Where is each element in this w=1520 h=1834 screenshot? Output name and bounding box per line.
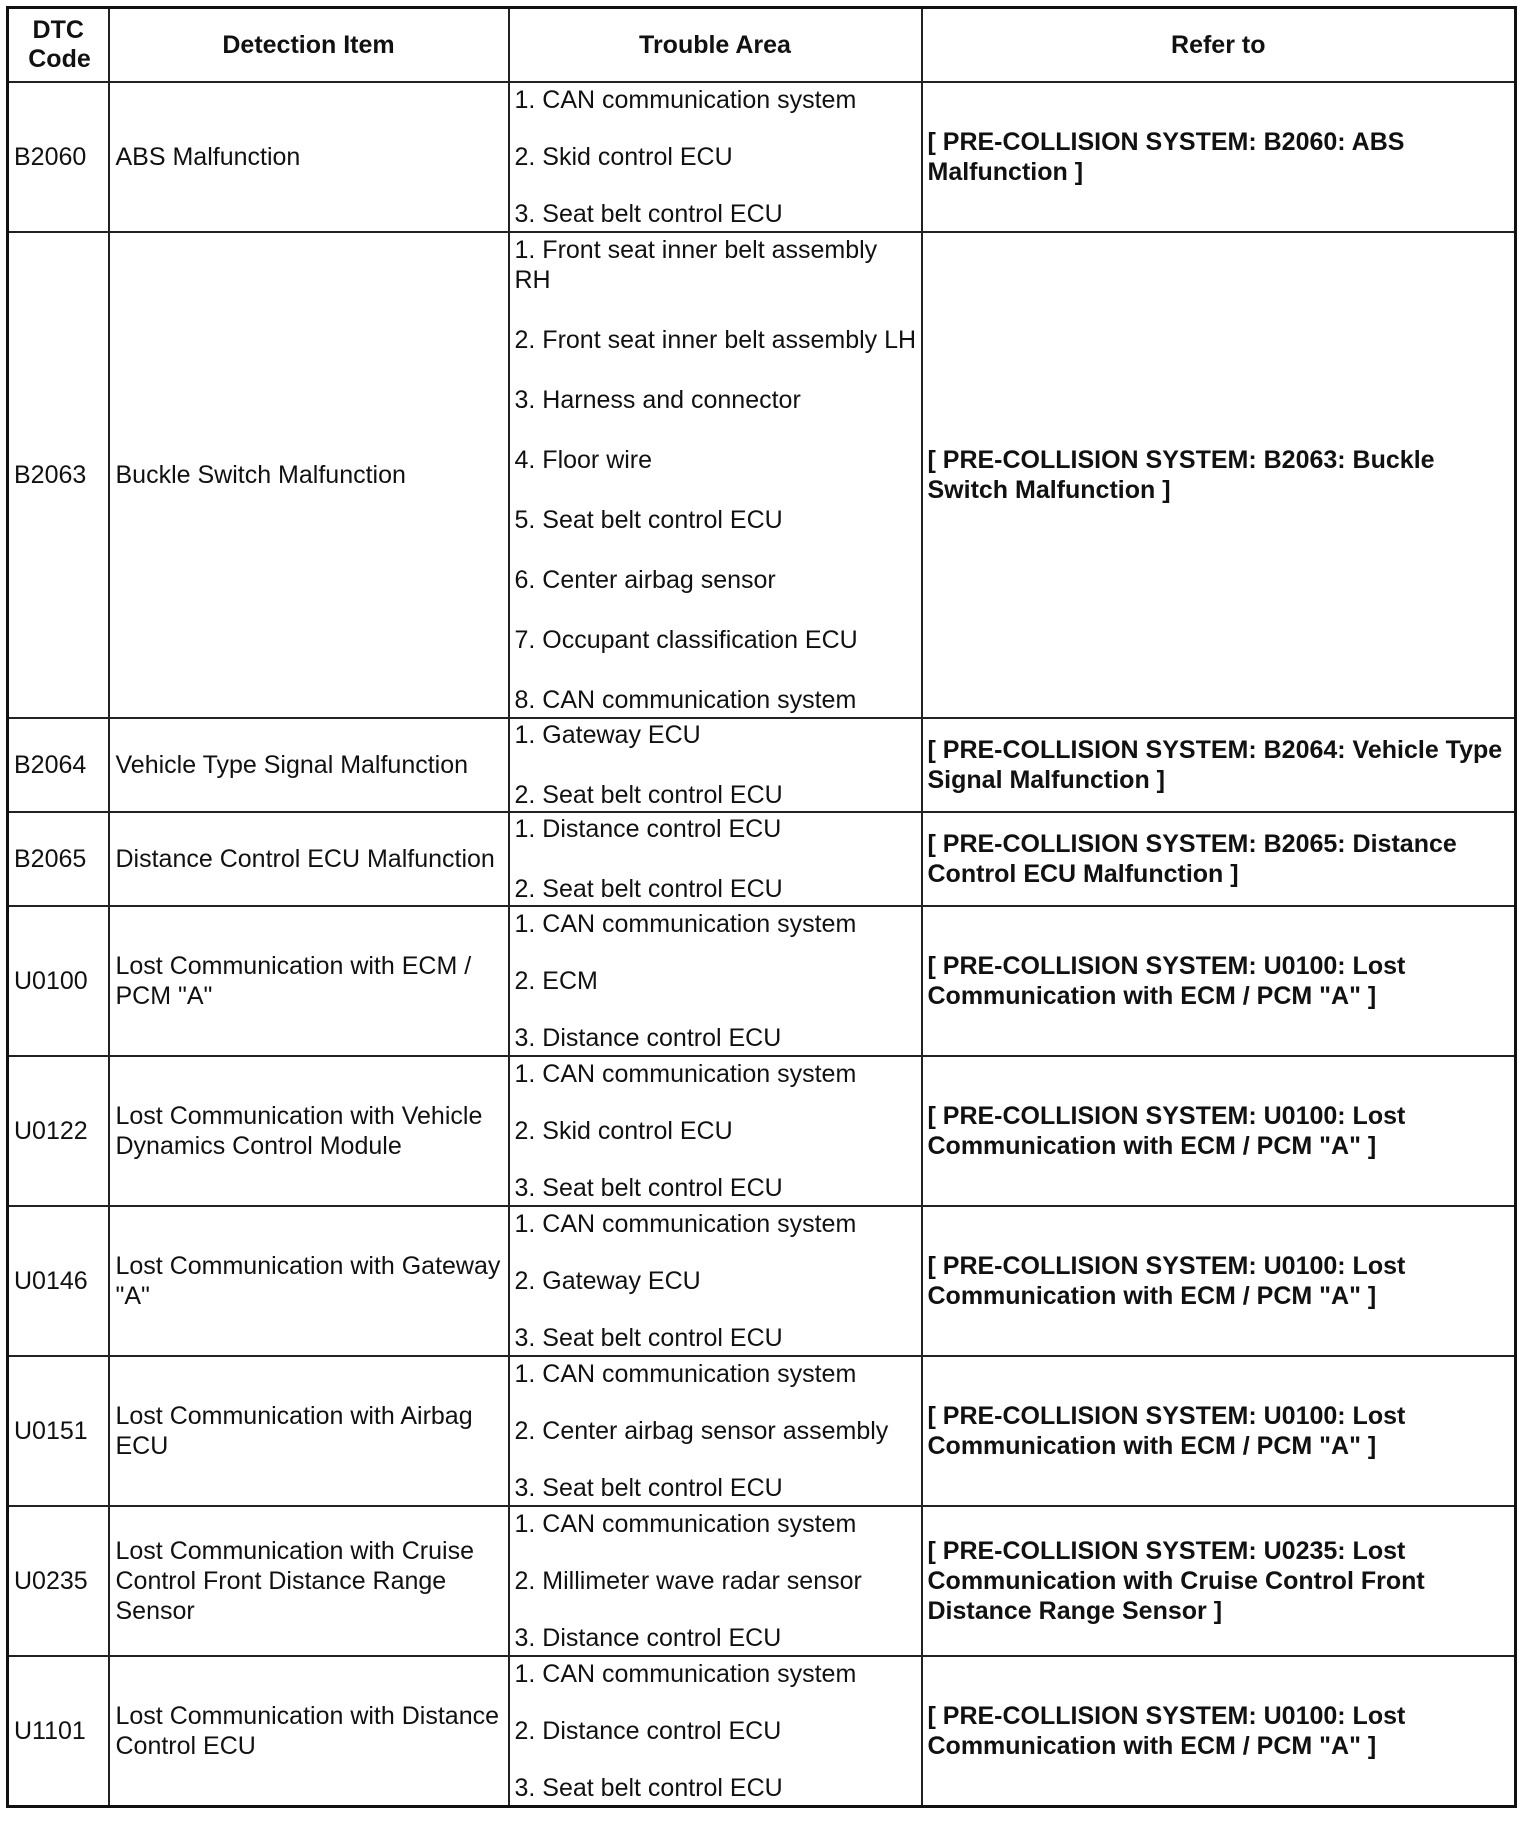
trouble-area-item: 3. Seat belt control ECU: [514, 1773, 783, 1802]
table-header: [8, 8, 1516, 83]
trouble-area-item: 1. Gateway ECU: [514, 721, 701, 749]
trouble-area-list: [515, 235, 917, 715]
trouble-area-item: 1. Distance control ECU: [514, 815, 782, 843]
header-detection-item: Detection Item: [109, 8, 509, 83]
trouble-area-item: 1. CAN communication system: [514, 1060, 857, 1088]
table-row: [8, 1356, 1516, 1506]
refer-to-link[interactable]: [ PRE-COLLISION SYSTEM: U0100: Lost Communication with ECM / PCM "A" ]: [922, 1356, 1516, 1506]
trouble-area-item: 1. CAN communication system: [514, 1510, 857, 1538]
trouble-area-list: [515, 1059, 917, 1203]
refer-to-link[interactable]: [ PRE-COLLISION SYSTEM: U0100: Lost Communication with ECM / PCM "A" ]: [922, 1056, 1516, 1206]
table-row: [8, 82, 1516, 232]
trouble-area-item: 8. CAN communication system: [514, 686, 857, 714]
trouble-area-item: 1. CAN communication system: [514, 910, 857, 938]
trouble-area-item: 2. Distance control ECU: [514, 1716, 782, 1745]
detection-item-cell: Lost Communication with Gateway "A": [109, 1206, 509, 1356]
detection-item-cell: Lost Communication with Airbag ECU: [109, 1356, 509, 1506]
trouble-area-cell: [509, 1206, 922, 1356]
trouble-area-item: 2. Skid control ECU: [514, 143, 733, 171]
refer-to-link[interactable]: [ PRE-COLLISION SYSTEM: B2060: ABS Malfunction ]: [922, 82, 1516, 232]
trouble-area-item: 2. Millimeter wave radar sensor: [514, 1567, 862, 1595]
trouble-area-item: 3. Distance control ECU: [514, 1024, 782, 1052]
trouble-area-item: 1. Front seat inner belt assembly RH: [514, 236, 878, 294]
dtc-table: [6, 6, 1517, 1808]
trouble-area-item: 3. Harness and connector: [514, 386, 801, 414]
trouble-area-item: 2. Front seat inner belt assembly LH: [514, 326, 917, 354]
trouble-area-cell: [509, 82, 922, 232]
dtc-code-cell: B2065: [8, 812, 109, 906]
header-trouble-area: Trouble Area: [509, 8, 922, 83]
detection-item-cell: Distance Control ECU Malfunction: [109, 812, 509, 906]
refer-to-link[interactable]: [ PRE-COLLISION SYSTEM: U0100: Lost Communication with ECM / PCM "A" ]: [922, 1656, 1516, 1806]
trouble-area-item: 2. Skid control ECU: [514, 1117, 733, 1145]
trouble-area-list: [515, 909, 917, 1053]
trouble-area-item: 1. CAN communication system: [514, 1659, 857, 1688]
trouble-area-item: 1. CAN communication system: [514, 1360, 857, 1388]
detection-item-cell: Vehicle Type Signal Malfunction: [109, 718, 509, 812]
dtc-code-cell: U0122: [8, 1056, 109, 1206]
trouble-area-item: 2. Center airbag sensor assembly: [514, 1417, 889, 1445]
trouble-area-item: 2. Gateway ECU: [514, 1267, 701, 1295]
header-row: [8, 8, 1516, 83]
detection-item-cell: Lost Communication with Distance Control ECU: [109, 1656, 509, 1806]
trouble-area-item: 2. ECM: [514, 967, 598, 995]
trouble-area-item: 6. Center airbag sensor: [514, 566, 776, 594]
trouble-area-cell: [509, 1356, 922, 1506]
trouble-area-list: [515, 720, 917, 810]
dtc-code-cell: U0151: [8, 1356, 109, 1506]
trouble-area-cell: [509, 812, 922, 906]
trouble-area-list: [515, 1209, 917, 1353]
table-body: [8, 82, 1516, 1806]
trouble-area-list: [515, 85, 917, 229]
detection-item-cell: ABS Malfunction: [109, 82, 509, 232]
refer-to-link[interactable]: [ PRE-COLLISION SYSTEM: B2064: Vehicle Type Signal Malfunction ]: [922, 718, 1516, 812]
trouble-area-cell: [509, 232, 922, 718]
trouble-area-item: 3. Seat belt control ECU: [514, 1324, 783, 1352]
refer-to-link[interactable]: [ PRE-COLLISION SYSTEM: U0100: Lost Communication with ECM / PCM "A" ]: [922, 906, 1516, 1056]
trouble-area-item: 1. CAN communication system: [514, 86, 857, 114]
table-row: [8, 906, 1516, 1056]
trouble-area-item: 3. Distance control ECU: [514, 1624, 782, 1652]
detection-item-cell: Lost Communication with Cruise Control Front Distance Range Sensor: [109, 1506, 509, 1656]
table-row: [8, 1506, 1516, 1656]
dtc-code-cell: U0235: [8, 1506, 109, 1656]
dtc-code-cell: U0100: [8, 906, 109, 1056]
trouble-area-item: 7. Occupant classification ECU: [514, 626, 858, 654]
trouble-area-cell: [509, 718, 922, 812]
header-refer-to: Refer to: [922, 8, 1516, 83]
refer-to-link[interactable]: [ PRE-COLLISION SYSTEM: B2065: Distance Control ECU Malfunction ]: [922, 812, 1516, 906]
dtc-code-cell: B2060: [8, 82, 109, 232]
trouble-area-list: [515, 1359, 917, 1503]
trouble-area-item: 2. Seat belt control ECU: [514, 875, 783, 903]
trouble-area-item: 1. CAN communication system: [514, 1210, 857, 1238]
dtc-code-cell: U0146: [8, 1206, 109, 1356]
trouble-area-list: [515, 814, 917, 904]
detection-item-cell: Buckle Switch Malfunction: [109, 232, 509, 718]
trouble-area-cell: [509, 1656, 922, 1806]
dtc-code-cell: U1101: [8, 1656, 109, 1806]
header-dtc-code: DTC Code: [8, 8, 109, 83]
trouble-area-item: 3. Seat belt control ECU: [514, 1174, 783, 1202]
table-row: [8, 1206, 1516, 1356]
trouble-area-cell: [509, 1506, 922, 1656]
trouble-area-item: 3. Seat belt control ECU: [514, 1474, 783, 1502]
table-row: [8, 1656, 1516, 1806]
trouble-area-cell: [509, 906, 922, 1056]
dtc-code-cell: B2064: [8, 718, 109, 812]
trouble-area-item: 5. Seat belt control ECU: [514, 506, 783, 534]
trouble-area-item: 3. Seat belt control ECU: [514, 200, 783, 228]
refer-to-link[interactable]: [ PRE-COLLISION SYSTEM: U0100: Lost Communication with ECM / PCM "A" ]: [922, 1206, 1516, 1356]
detection-item-cell: Lost Communication with Vehicle Dynamics Control Module: [109, 1056, 509, 1206]
refer-to-link[interactable]: [ PRE-COLLISION SYSTEM: U0235: Lost Communication with Cruise Control Front Distance Range Sensor ]: [922, 1506, 1516, 1656]
trouble-area-list: [515, 1659, 917, 1803]
table-row: [8, 812, 1516, 906]
detection-item-cell: Lost Communication with ECM / PCM "A": [109, 906, 509, 1056]
dtc-code-cell: B2063: [8, 232, 109, 718]
table-row: [8, 1056, 1516, 1206]
trouble-area-item: 2. Seat belt control ECU: [514, 781, 783, 809]
refer-to-link[interactable]: [ PRE-COLLISION SYSTEM: B2063: Buckle Switch Malfunction ]: [922, 232, 1516, 718]
table-row: [8, 232, 1516, 718]
trouble-area-item: 4. Floor wire: [514, 446, 653, 474]
trouble-area-cell: [509, 1056, 922, 1206]
trouble-area-list: [515, 1509, 917, 1653]
table-row: [8, 718, 1516, 812]
